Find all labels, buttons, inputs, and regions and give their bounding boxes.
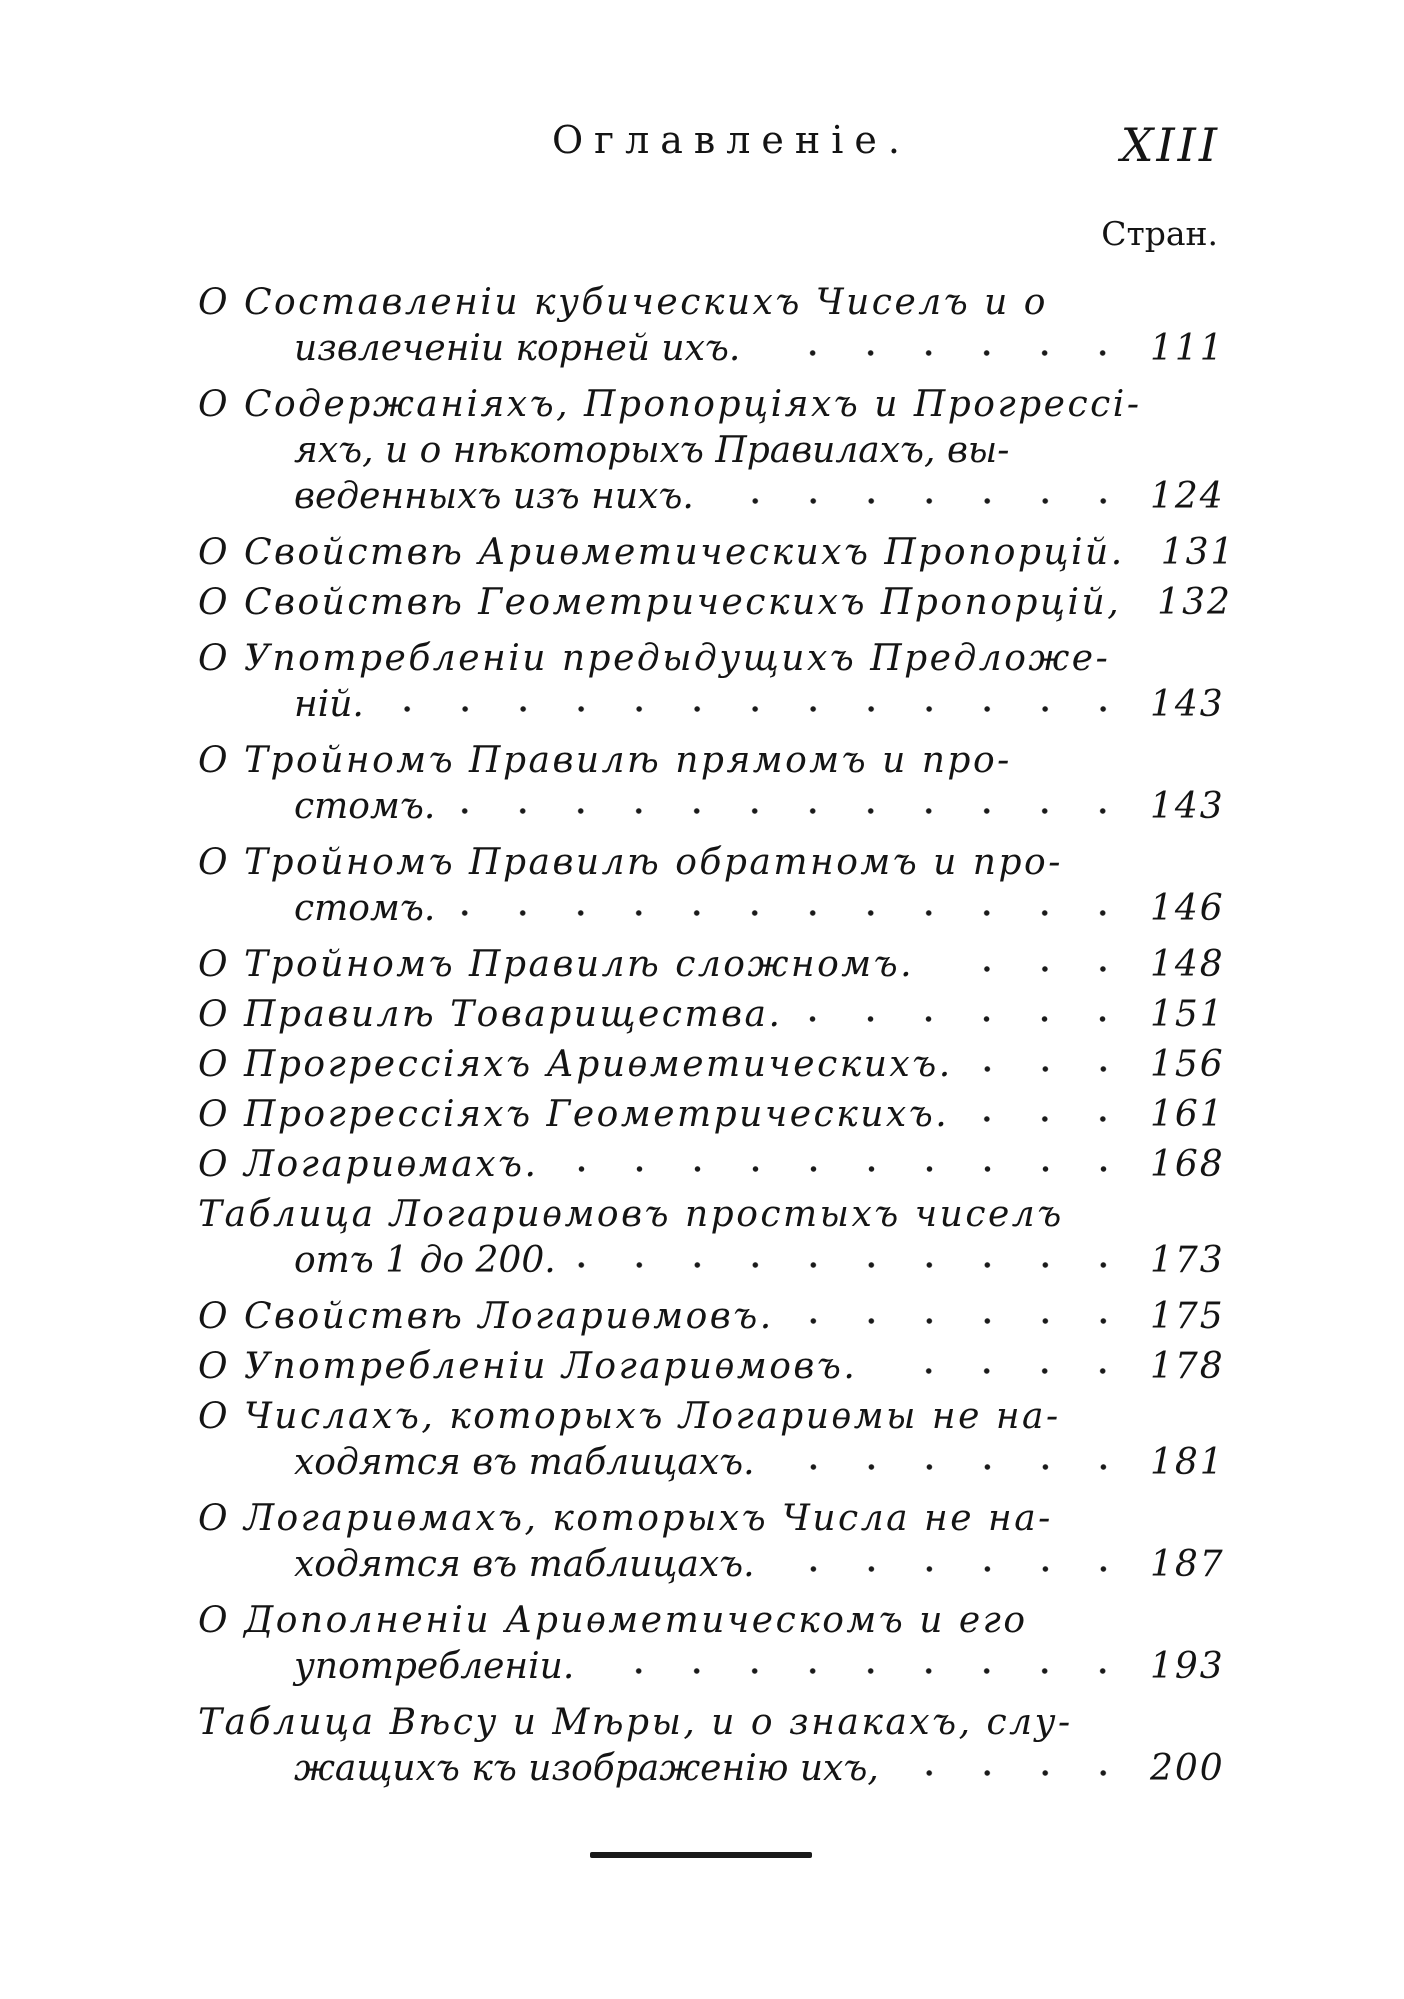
toc-entry-text: О Свойствѣ Ариѳметическихъ Пропорцій. bbox=[198, 532, 1125, 573]
toc-entry bbox=[198, 280, 1225, 372]
toc-page-number: 200 bbox=[1150, 1748, 1225, 1789]
toc-page-number: 168 bbox=[1150, 1144, 1225, 1185]
toc-entry bbox=[198, 580, 1232, 626]
toc-page-number: 181 bbox=[1150, 1442, 1225, 1483]
toc-page-number: 124 bbox=[1150, 476, 1225, 517]
table-of-contents bbox=[198, 280, 1236, 1796]
toc-entry-text: О Свойствѣ Логариѳмовъ. bbox=[198, 1296, 774, 1337]
toc-entry-text: О Числахъ, которыхъ Логариѳмы не на- bbox=[198, 1396, 1061, 1437]
toc-entry-line bbox=[198, 1394, 1220, 1440]
toc-entry bbox=[198, 636, 1225, 728]
dot-leader bbox=[758, 346, 1132, 360]
toc-entry-text: О Логариѳмахъ. bbox=[198, 1144, 539, 1185]
dot-leader bbox=[792, 1314, 1132, 1328]
toc-entry-line bbox=[198, 382, 1220, 428]
toc-entry-text: О Дополненіи Ариѳметическомъ и его bbox=[198, 1600, 1028, 1641]
dot-leader bbox=[382, 702, 1132, 716]
toc-entry-text: О Употребленіи предыдущихъ Предложе- bbox=[198, 638, 1111, 679]
toc-page-number: 143 bbox=[1150, 684, 1225, 725]
toc-entry bbox=[198, 1394, 1225, 1486]
dot-leader bbox=[453, 804, 1132, 818]
toc-entry-continuation bbox=[198, 886, 1225, 932]
dot-leader bbox=[773, 1562, 1132, 1576]
toc-page-number: 131 bbox=[1160, 532, 1236, 573]
toc-entry-text: О Содержаніяхъ, Пропорціяхъ и Прогрессі- bbox=[198, 384, 1142, 425]
toc-entry bbox=[198, 1700, 1225, 1792]
dot-leader bbox=[453, 906, 1132, 920]
page-number: XIII bbox=[1120, 118, 1220, 172]
toc-entry bbox=[198, 1142, 1225, 1188]
toc-page-number: 143 bbox=[1150, 786, 1225, 827]
toc-entry-text: употребленіи. bbox=[294, 1646, 575, 1687]
toc-page-number: 148 bbox=[1150, 944, 1225, 985]
toc-page-number: 111 bbox=[1150, 328, 1225, 369]
toc-entry bbox=[198, 1042, 1225, 1088]
toc-entry-line bbox=[198, 1042, 1225, 1088]
toc-entry bbox=[198, 1192, 1225, 1284]
toc-entry bbox=[198, 1092, 1225, 1138]
toc-entry-text: стомъ. bbox=[294, 786, 436, 827]
toc-entry-text: яхъ, и о нѣкоторыхъ Правилахъ, вы- bbox=[294, 430, 1010, 471]
toc-entry-text: жащихъ къ изображенію ихъ, bbox=[294, 1748, 879, 1789]
toc-page-number: 175 bbox=[1150, 1296, 1225, 1337]
toc-entry-line bbox=[198, 280, 1220, 326]
toc-entry bbox=[198, 1598, 1225, 1690]
toc-entry bbox=[198, 992, 1225, 1038]
toc-entry-text: извлеченіи корней ихъ. bbox=[294, 328, 741, 369]
toc-entry-text: веденныхъ изъ нихъ. bbox=[294, 476, 694, 517]
closing-rule bbox=[590, 1852, 812, 1858]
toc-entry-continuation bbox=[198, 682, 1225, 728]
toc-entry-text: О Правилѣ Товарищества. bbox=[198, 994, 783, 1035]
toc-entry-text: ходятся въ таблицахъ. bbox=[294, 1442, 755, 1483]
toc-entry-line bbox=[198, 942, 1225, 988]
toc-entry-text: стомъ. bbox=[294, 888, 436, 929]
toc-entry bbox=[198, 738, 1225, 830]
page-column-label: Стран. bbox=[1101, 214, 1218, 253]
toc-entry-continuation bbox=[198, 1542, 1225, 1588]
toc-entry-line bbox=[198, 992, 1225, 1038]
toc-entry-continuation bbox=[198, 1644, 1225, 1690]
toc-entry-text: О Прогрессіяхъ Ариѳметическихъ. bbox=[198, 1044, 953, 1085]
toc-entry-text: отъ 1 до 200. bbox=[294, 1240, 556, 1281]
toc-page-number: 178 bbox=[1150, 1346, 1225, 1387]
toc-entry-text: О Тройномъ Правилѣ сложномъ. bbox=[198, 944, 915, 985]
toc-entry-line bbox=[198, 1496, 1220, 1542]
toc-entry bbox=[198, 1344, 1225, 1390]
dot-leader bbox=[967, 1112, 1132, 1126]
dot-leader bbox=[773, 1460, 1132, 1474]
toc-entry-text: О Употребленіи Логариѳмовъ. bbox=[198, 1346, 858, 1387]
toc-entry-line bbox=[198, 580, 1232, 626]
toc-entry bbox=[198, 942, 1225, 988]
toc-page-number: 132 bbox=[1157, 582, 1232, 623]
toc-entry-text: Таблица Логариѳмовъ простыхъ чиселъ bbox=[198, 1194, 1064, 1235]
toc-entry-line bbox=[198, 738, 1220, 784]
toc-entry-continuation bbox=[198, 474, 1225, 520]
toc-entry-line bbox=[198, 1192, 1220, 1238]
toc-page-number: 187 bbox=[1150, 1544, 1225, 1585]
toc-entry-text: О Тройномъ Правилѣ прямомъ и про- bbox=[198, 740, 1012, 781]
toc-entry-continuation bbox=[198, 1440, 1225, 1486]
toc-entry bbox=[198, 1294, 1225, 1340]
toc-entry-text: О Составленіи кубическихъ Чиселъ и о bbox=[198, 282, 1048, 323]
toc-entry bbox=[198, 530, 1236, 576]
toc-entry-text: О Свойствѣ Геометрическихъ Пропорцій, bbox=[198, 582, 1122, 623]
toc-page-number: 156 bbox=[1150, 1044, 1225, 1085]
toc-entry-text: ходятся въ таблицахъ. bbox=[294, 1544, 755, 1585]
page-header bbox=[540, 118, 1220, 178]
toc-entry-line bbox=[198, 530, 1236, 576]
dot-leader bbox=[932, 962, 1132, 976]
toc-entry-line bbox=[198, 1700, 1220, 1746]
dot-leader bbox=[574, 1258, 1132, 1272]
toc-page-number: 151 bbox=[1150, 994, 1225, 1035]
toc-entry-line bbox=[198, 1344, 1225, 1390]
dot-leader bbox=[557, 1162, 1133, 1176]
dot-leader bbox=[592, 1664, 1132, 1678]
toc-entry-continuation bbox=[198, 326, 1225, 372]
toc-entry-line bbox=[198, 1294, 1225, 1340]
dot-leader bbox=[875, 1364, 1132, 1378]
toc-entry-continuation bbox=[198, 784, 1225, 830]
toc-entry-line bbox=[198, 636, 1220, 682]
dot-leader bbox=[971, 1062, 1132, 1076]
toc-entry-text: ній. bbox=[294, 684, 364, 725]
toc-entry bbox=[198, 840, 1225, 932]
toc-entry bbox=[198, 382, 1225, 520]
toc-entry-text: О Тройномъ Правилѣ обратномъ и про- bbox=[198, 842, 1063, 883]
toc-entry-continuation bbox=[198, 428, 1220, 474]
toc-page-number: 161 bbox=[1150, 1094, 1225, 1135]
toc-page-number: 173 bbox=[1150, 1240, 1225, 1281]
running-title: Оглавленіе. bbox=[552, 118, 911, 162]
toc-entry bbox=[198, 1496, 1225, 1588]
toc-entry-text: О Логариѳмахъ, которыхъ Числа не на- bbox=[198, 1498, 1053, 1539]
dot-leader bbox=[897, 1766, 1132, 1780]
toc-entry-line bbox=[198, 1092, 1225, 1138]
dot-leader bbox=[800, 1012, 1132, 1026]
toc-page-number: 146 bbox=[1150, 888, 1225, 929]
toc-entry-text: О Прогрессіяхъ Геометрическихъ. bbox=[198, 1094, 950, 1135]
toc-entry-line bbox=[198, 840, 1220, 886]
toc-page-number: 193 bbox=[1150, 1646, 1225, 1687]
dot-leader bbox=[712, 494, 1132, 508]
toc-entry-continuation bbox=[198, 1238, 1225, 1284]
toc-entry-text: Таблица Вѣсу и Мѣры, и о знакахъ, слу- bbox=[198, 1702, 1073, 1743]
toc-entry-continuation bbox=[198, 1746, 1225, 1792]
toc-entry-line bbox=[198, 1142, 1225, 1188]
toc-entry-line bbox=[198, 1598, 1220, 1644]
